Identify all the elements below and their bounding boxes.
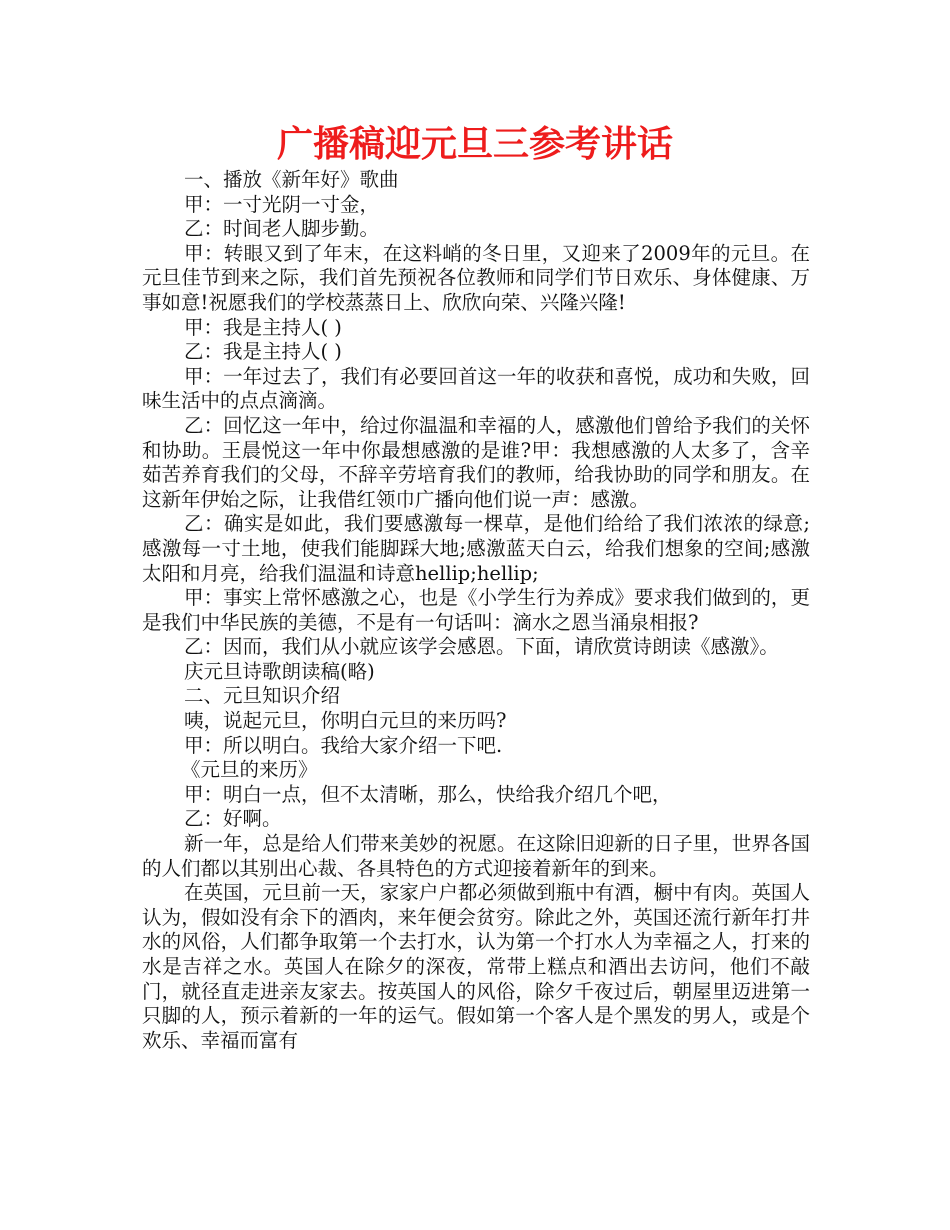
- paragraph-new-year: 新一年，总是给人们带来美妙的祝愿。在这除旧迎新的日子里，世界各国的人们都以其别出心裁、各具特色的方式迎接着新年的到来。: [142, 832, 810, 880]
- paragraph-yi-2: 乙：回忆这一年中，给过你温温和幸福的人，感激他们曾给予我们的关怀和协助。王晨悦这一年中你最想感激的是谁?甲：我想感激的人太多了，含辛茹苦养育我们的父母，不辞辛劳培育我们的教师，给我协助的同学和朋友。在这新年伊始之际，让我借红领巾广播向他们说一声：感激。: [142, 413, 810, 511]
- paragraph-jia-3: 甲：一年过去了，我们有必要回首这一年的收获和喜悦，成功和失败，回味生活中的点点滴滴。: [142, 364, 810, 413]
- document-title: 广播稿迎元旦三参考讲话: [276, 124, 673, 165]
- paragraph-song: 一、播放《新年好》歌曲: [184, 168, 399, 191]
- paragraph-jia-5: 甲：所以明白。我给大家介绍一下吧.: [184, 733, 503, 757]
- paragraph-jia-1: 甲：一寸光阴一寸金，: [184, 192, 380, 216]
- paragraph-host-yi: 乙：我是主持人( ): [184, 340, 342, 364]
- paragraph-yi-5: 乙：好啊。: [184, 807, 282, 831]
- paragraph-question: 咦，说起元旦，你明白元旦的来历吗?: [184, 709, 507, 733]
- paragraph-subtitle: 《元旦的来历》: [181, 758, 318, 782]
- document-body: [142, 168, 810, 1053]
- paragraph-jia-4: 甲：事实上常怀感激之心，也是《小学生行为养成》要求我们做到的，更是我们中华民族的美德，不是有一句话叫：滴水之恩当涌泉相报?: [142, 586, 810, 634]
- paragraph-jia-2: 甲：转眼又到了年末，在这料峭的冬日里，又迎来了2009年的元旦。在元旦佳节到来之际，我们首先预祝各位教师和同学们节日欢乐、身体健康、万事如意!祝愿我们的学校蒸蒸日上、欣欣向荣、兴隆兴隆!: [142, 241, 810, 314]
- paragraph-section-2: 二、元旦知识介绍: [184, 684, 341, 708]
- paragraph-poem-note: 庆元旦诗歌朗读稿(略): [184, 659, 375, 683]
- paragraph-england: 在英国，元旦前一天，家家户户都必须做到瓶中有酒，橱中有肉。英国人认为，假如没有余下的酒肉，来年便会贫穷。除此之外，英国还流行新年打井水的风俗，人们都争取第一个去打水，认为第一个打水人为幸福之人，打来的水是吉祥之水。英国人在除夕的深夜，常带上糕点和酒出去访问，他们不敲门，就径直走进亲友家去。按英国人的风俗，除夕千夜过后，朝屋里迈进第一只脚的人，预示着新的一年的运气。假如第一个客人是个黑发的男人，或是个欢乐、幸福而富有: [142, 881, 810, 1052]
- paragraph-jia-6: 甲：明白一点，但不太清晰，那么，快给我介绍几个吧，: [184, 782, 672, 806]
- paragraph-yi-4: 乙：因而，我们从小就应该学会感恩。下面，请欣赏诗朗读《感激》。: [184, 635, 779, 659]
- paragraph-yi-3: 乙：确实是如此，我们要感激每一棵草，是他们给给了我们浓浓的绿意;感激每一寸土地，使我们能脚踩大地;感激蓝天白云，给我们想象的空间;感激太阳和月亮，给我们温温和诗意hellip;hellip;: [142, 512, 810, 585]
- paragraph-host-jia: 甲：我是主持人( ): [184, 315, 342, 339]
- paragraph-yi-1: 乙：时间老人脚步勤。: [184, 217, 380, 241]
